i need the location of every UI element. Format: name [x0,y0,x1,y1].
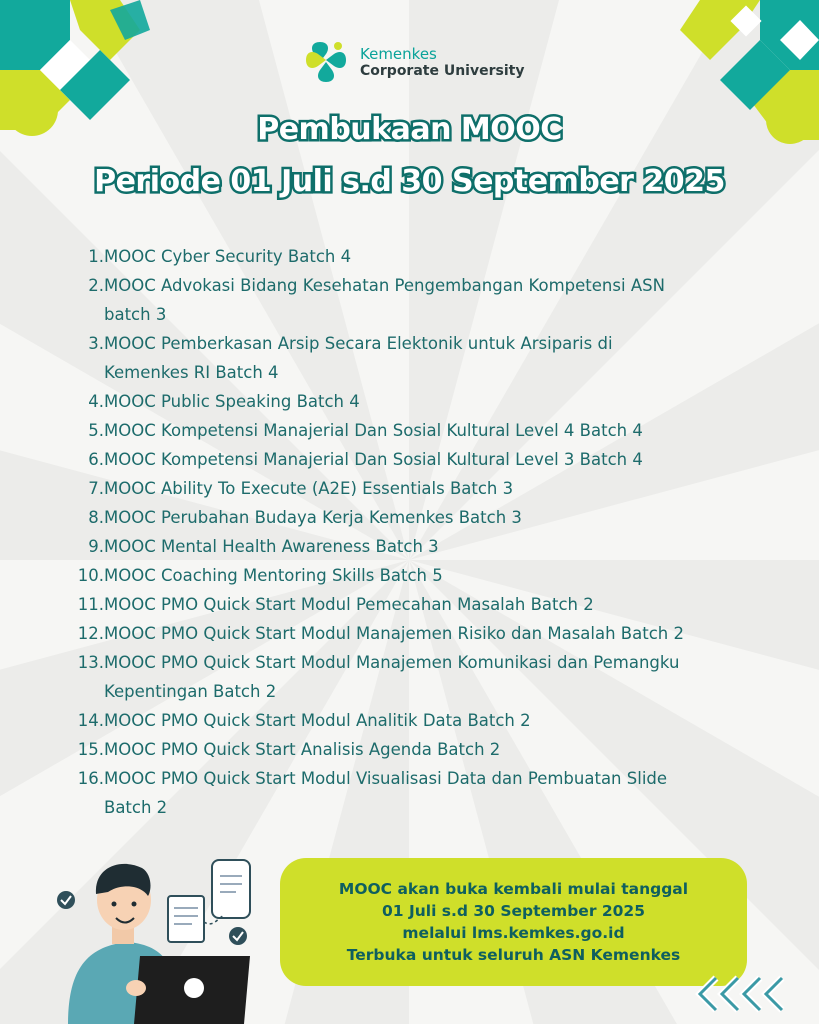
list-number: 5. [88,421,104,440]
course-title: MOOC PMO Quick Start Modul Analitik Data Batch 2 [104,711,531,730]
kemenkes-logo-icon [302,38,352,88]
course-title: batch 3 [104,305,167,324]
list-number: 3. [88,334,104,353]
page-subtitle: Periode 01 Juli s.d 30 September 2025 [94,164,725,199]
list-item [70,503,770,532]
course-title: MOOC Kompetensi Manajerial Dan Sosial Kultural Level 3 Batch 4 [104,450,643,469]
list-item [70,242,770,271]
course-title: MOOC PMO Quick Start Modul Visualisasi Data dan Pembuatan Slide [104,769,668,788]
list-item [70,358,770,387]
list-item [70,648,770,677]
course-title: MOOC Mental Health Awareness Batch 3 [104,537,439,556]
brand-name: Kemenkes [360,45,437,63]
list-item [70,416,770,445]
list-item [70,735,770,764]
brand-logo [302,38,542,88]
course-title: MOOC PMO Quick Start Modul Manajemen Risiko dan Masalah Batch 2 [104,624,684,643]
list-item [70,706,770,735]
check-icon [229,927,247,945]
list-item [70,793,770,822]
course-title: MOOC PMO Quick Start Analisis Agenda Batch 2 [104,740,501,759]
check-icon [57,891,75,909]
course-title: MOOC PMO Quick Start Modul Manajemen Komunikasi dan Pemangku [104,653,680,672]
course-title: MOOC Kompetensi Manajerial Dan Sosial Kultural Level 4 Batch 4 [104,421,643,440]
course-title: Kemenkes RI Batch 4 [104,363,279,382]
list-number: 10. [77,566,104,585]
list-item [70,445,770,474]
list-item [70,677,770,706]
info-box [280,858,747,986]
person-laptop-illustration [48,838,278,1024]
info-line-2: 01 Juli s.d 30 September 2025 [382,902,645,920]
list-item [70,532,770,561]
list-number: 4. [88,392,104,411]
list-number: 15. [77,740,104,759]
course-title: MOOC Advokasi Bidang Kesehatan Pengembangan Kompetensi ASN [104,276,665,295]
list-item [70,474,770,503]
course-title: MOOC Perubahan Budaya Kerja Kemenkes Batch 3 [104,508,522,527]
course-title: MOOC PMO Quick Start Modul Pemecahan Masalah Batch 2 [104,595,594,614]
course-title: MOOC Ability To Execute (A2E) Essentials Batch 3 [104,479,514,498]
course-title: MOOC Coaching Mentoring Skills Batch 5 [104,566,443,585]
chevron-arrows-icon [690,972,800,1016]
list-number: 1. [88,247,104,266]
course-title: Batch 2 [104,798,168,817]
course-title: Kepentingan Batch 2 [104,682,277,701]
info-line-4: Terbuka untuk seluruh ASN Kemenkes [346,946,681,964]
list-number: 6. [88,450,104,469]
list-number: 14. [77,711,104,730]
course-title: MOOC Public Speaking Batch 4 [104,392,360,411]
list-item [70,300,770,329]
list-number: 16. [77,769,104,788]
list-number: 8. [88,508,104,527]
list-number: 9. [88,537,104,556]
info-line-1: MOOC akan buka kembali mulai tanggal [338,880,689,898]
list-number: 7. [88,479,104,498]
list-item [70,619,770,648]
course-title: MOOC Pemberkasan Arsip Secara Elektonik untuk Arsiparis di [104,334,613,353]
list-item [70,329,770,358]
phone-icon [212,860,250,918]
list-number: 2. [88,276,104,295]
list-item [70,590,770,619]
course-list [70,242,770,822]
list-item [70,561,770,590]
list-number: 11. [77,595,104,614]
list-number: 12. [77,624,104,643]
page-title: Pembukaan MOOC [257,112,562,147]
info-line-3: melalui lms.kemkes.go.id [402,924,625,942]
list-item [70,271,770,300]
list-number: 13. [77,653,104,672]
list-item [70,387,770,416]
list-item [70,764,770,793]
course-title: MOOC Cyber Security Batch 4 [104,247,352,266]
brand-subtitle: Corporate University [360,63,525,79]
